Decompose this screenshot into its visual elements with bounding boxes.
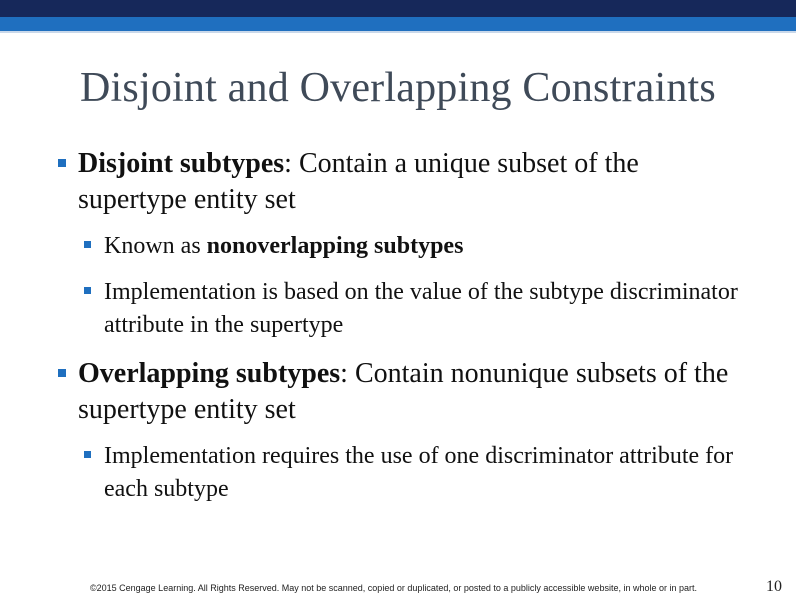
sub-bullet-text: Known as (104, 233, 207, 259)
bullet-term: Overlapping subtypes (78, 358, 341, 389)
square-bullet-icon (58, 369, 66, 377)
sub-bullet-text: Implementation requires the use of one discriminator attribute for each subtype (104, 443, 734, 502)
square-bullet-icon (58, 159, 66, 167)
sub-bullet-term: nonoverlapping subtypes (206, 233, 464, 259)
bullet-overlapping-subtypes (78, 356, 748, 428)
square-bullet-icon (84, 451, 91, 458)
sub-bullet-known-as (104, 230, 754, 263)
bullet-text: : Contain nonunique subsets of the supertype entity set (78, 358, 729, 425)
square-bullet-icon (84, 241, 91, 248)
copyright-footer: ©2015 Cengage Learning. All Rights Reserved. May not be scanned, copied or duplicated, or posted to a publicly accessible website, in whole or in part. (90, 583, 697, 593)
bullet-term: Disjoint subtypes (78, 148, 285, 179)
header-divider (0, 31, 796, 33)
sub-bullet-implementation-disjoint (104, 276, 754, 342)
page-number: 10 (766, 578, 782, 595)
bullet-text: : Contain a unique subset of the supertype entity set (78, 148, 639, 215)
header-accent-band (0, 17, 796, 31)
bullet-disjoint-subtypes (78, 146, 748, 218)
slide-title: Disjoint and Overlapping Constraints (80, 65, 716, 111)
header-band (0, 0, 796, 17)
sub-bullet-implementation-overlapping (104, 440, 754, 506)
sub-bullet-text: Implementation is based on the value of the subtype discriminator attribute in the supertype (104, 279, 738, 338)
square-bullet-icon (84, 287, 91, 294)
